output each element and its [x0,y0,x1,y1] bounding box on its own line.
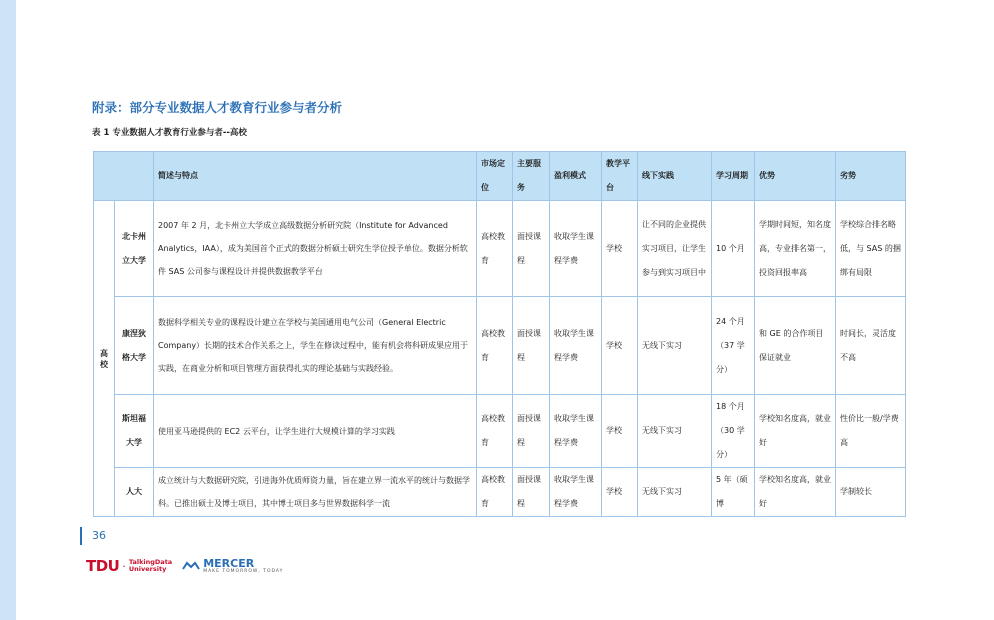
platform-cell: 学校 [602,395,638,468]
page-number-bar [80,527,82,545]
weakness-cell: 时间长，灵活度不高 [836,297,906,395]
table-row [94,395,906,468]
description-cell: 2007 年 2 月，北卡州立大学成立高级数据分析研究院（Institute for Advanced Analytics，IAA），成为美国首个正式的数据分析硕士研究生学位授予单位。数据分析软件 SAS 公司参与课程设计并提供数据教学平台 [154,201,477,297]
table-caption: 表 1 专业数据人才教育行业参与者--高校 [92,128,247,138]
category-cell: 高校 [94,201,115,517]
header-profit: 盈利模式 [550,152,602,201]
period-cell: 24 个月（37 学分） [712,297,755,395]
strength-cell: 学校知名度高，就业好 [755,395,836,468]
tdu-sub-line-1: TalkingData [128,558,173,566]
platform-cell: 学校 [602,297,638,395]
footer-logos [86,555,283,577]
profit-cell: 收取学生课程学费 [550,297,602,395]
market-cell: 高校教育 [477,201,513,297]
strength-cell: 学期时间短，知名度高，专业排名第一，投资回报率高 [755,201,836,297]
service-cell: 面授课程 [513,201,550,297]
offline-cell: 无线下实习 [638,468,712,517]
strength-cell: 学校知名度高，就业好 [755,468,836,517]
header-platform: 教学平台 [602,152,638,201]
table-row [94,297,906,395]
header-service: 主要服务 [513,152,550,201]
mercer-name: MERCER [203,556,255,570]
weakness-cell: 学校综合排名略低，与 SAS 的捆绑有局限 [836,201,906,297]
period-cell: 18 个月（30 学分） [712,395,755,468]
offline-cell: 无线下实习 [638,395,712,468]
mercer-mark-icon [182,561,200,571]
platform-cell: 学校 [602,201,638,297]
profit-cell: 收取学生课程学费 [550,395,602,468]
institution-name: 人大 [115,468,154,517]
header-desc: 简述与特点 [154,152,477,201]
header-strength: 优势 [755,152,836,201]
left-sidebar-band [0,0,16,620]
weakness-cell: 性价比一般/学费高 [836,395,906,468]
strength-cell: 和 GE 的合作项目保证就业 [755,297,836,395]
page-title: 附录：部分专业数据人才教育行业参与者分析 [92,100,343,115]
table-row [94,468,906,517]
profit-cell: 收取学生课程学费 [550,468,602,517]
platform-cell: 学校 [602,468,638,517]
mercer-logo [182,558,283,575]
tdu-logo: TDU [86,557,120,575]
mercer-text [203,558,283,575]
header-weakness: 劣势 [836,152,906,201]
tdu-sub-line-2: University [128,565,167,573]
table-header-row [94,152,906,201]
market-cell: 高校教育 [477,297,513,395]
mercer-tagline: MAKE TOMORROW, TODAY [203,568,284,574]
description-cell: 成立统计与大数据研究院，引进海外优质师资力量，旨在建立界一流水平的统计与数据学科。已推出硕士及博士项目，其中博士项目多与世界数据科学一流 [154,468,477,517]
period-cell: 5 年（硕博 [712,468,755,517]
header-period: 学习周期 [712,152,755,201]
offline-cell: 无线下实习 [638,297,712,395]
period-cell: 10 个月 [712,201,755,297]
institution-name: 康涅狄格大学 [115,297,154,395]
institution-name: 北卡州立大学 [115,201,154,297]
service-cell: 面授课程 [513,395,550,468]
tdu-subtitle [129,559,172,573]
profit-cell: 收取学生课程学费 [550,201,602,297]
page-number: 36 [92,529,106,542]
market-cell: 高校教育 [477,468,513,517]
description-cell: 使用亚马逊提供的 EC2 云平台，让学生进行大规模计算的学习实践 [154,395,477,468]
header-market: 市场定位 [477,152,513,201]
offline-cell: 让不同的企业提供实习项目，让学生参与到实习项目中 [638,201,712,297]
header-blank [94,152,154,201]
weakness-cell: 学制较长 [836,468,906,517]
service-cell: 面授课程 [513,468,550,517]
table-row [94,201,906,297]
market-cell: 高校教育 [477,395,513,468]
service-cell: 面授课程 [513,297,550,395]
header-offline: 线下实践 [638,152,712,201]
logo-separator-dot: · [122,559,126,573]
participants-table [93,151,906,517]
institution-name: 斯坦福大学 [115,395,154,468]
description-cell: 数据科学相关专业的课程设计建立在学校与美国通用电气公司（General Electric Company）长期的技术合作关系之上，学生在修读过程中，能有机会将科研成果应用于实践，在商业分析和项目管理方面获得扎实的理论基础与实践经验。 [154,297,477,395]
